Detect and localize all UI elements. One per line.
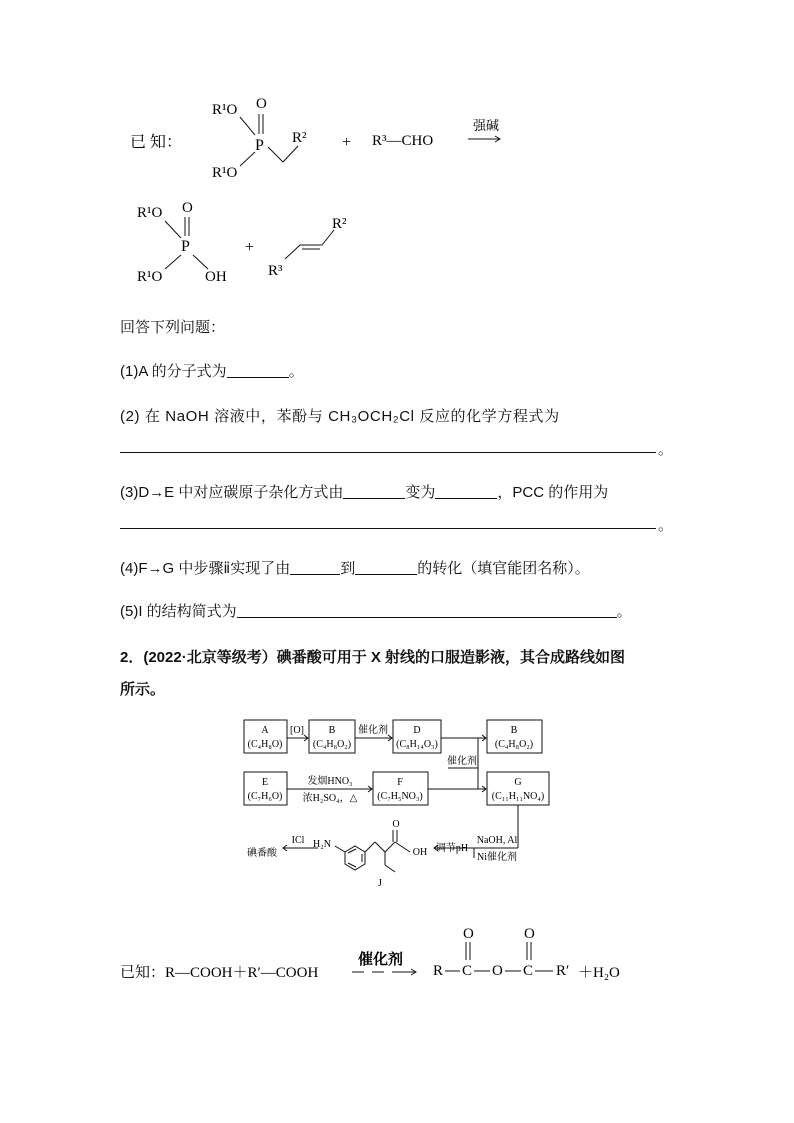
svg-text:O: O — [392, 819, 400, 830]
structure-J — [313, 819, 427, 889]
p-ch2-bond — [268, 147, 283, 162]
aldehyde: R³—CHO — [372, 133, 434, 149]
svg-text:[O]: [O] — [290, 725, 304, 736]
prod-r2: R² — [332, 216, 347, 232]
svg-text:NaOH, Al: NaOH, Al — [476, 835, 518, 846]
question-5: (5)I 的结构简式为 。 — [120, 603, 632, 620]
svg-text:碘番酸: 碘番酸 — [247, 848, 277, 859]
known-reaction-1 — [0, 0, 794, 300]
svg-text:ICl: ICl — [291, 835, 305, 846]
svg-text:E: E — [261, 777, 269, 788]
prod-r3: R³ — [268, 263, 283, 279]
svg-text:(C₁₁H₁₁NO₄): (C₁₁H₁₁NO₄) — [491, 791, 545, 802]
svg-text:已知：R—COOH＋R′—COOH: 已知：R—COOH＋R′—COOH — [120, 965, 319, 981]
svg-text:O: O — [463, 926, 474, 942]
q3-blank-2[interactable] — [435, 484, 497, 499]
svg-text:D: D — [413, 725, 421, 736]
svg-text:(C₈H₁₄O₃): (C₈H₁₄O₃) — [396, 739, 438, 750]
questions-intro: 回答下列问题： — [120, 319, 226, 336]
q4-blank-2[interactable] — [355, 560, 417, 575]
question-3: (3)D→E 中对应碳原子杂化方式由 变为 ，PCC 的作用为 — [120, 484, 609, 501]
problem-2-line-1: 2．(2022·北京等级考）碘番酸可用于 X 射线的口服造影液，其合成路线如图 — [120, 649, 626, 666]
svg-text:B: B — [328, 725, 336, 736]
known-reaction-2 — [0, 920, 794, 1000]
q2-answer-line[interactable] — [120, 452, 656, 453]
svg-text:(C₇H₆O): (C₇H₆O) — [247, 791, 283, 802]
prod-r1o-top: R¹O — [137, 205, 163, 221]
svg-text:催化剂: 催化剂 — [358, 725, 388, 736]
prod-phosphorus: P — [181, 238, 190, 255]
q1-answer-blank[interactable] — [227, 363, 289, 378]
plus-2: + — [245, 239, 255, 256]
svg-text:C: C — [523, 963, 534, 979]
svg-text:C: C — [462, 963, 473, 979]
svg-text:浓H₂SO₄，△: 浓H₂SO₄，△ — [302, 793, 358, 804]
prod-oh: OH — [205, 269, 227, 285]
o-p-bond-bottom — [240, 152, 255, 166]
prod-oxygen: O — [182, 200, 193, 216]
svg-text:R: R — [433, 963, 444, 979]
svg-text:F: F — [397, 777, 403, 788]
svg-text:J: J — [378, 878, 382, 889]
svg-text:O: O — [524, 926, 535, 942]
question-2: (2) 在 NaOH 溶液中，苯酚与 CH₃OCH₂Cl 反应的化学方程式为 — [120, 408, 560, 425]
r2-label: R² — [292, 130, 307, 146]
plus-1: + — [342, 134, 352, 151]
svg-text:(C₄H₈O): (C₄H₈O) — [247, 739, 283, 750]
svg-text:(C₄H₈O₂): (C₄H₈O₂) — [312, 739, 352, 750]
svg-text:Ni催化剂: Ni催化剂 — [477, 852, 517, 863]
svg-text:G: G — [514, 777, 522, 788]
ch2-r2-bond — [283, 146, 298, 162]
phosphorus: P — [255, 137, 264, 154]
synthesis-scheme — [0, 710, 794, 890]
q1-text: (1)A 的分子式为 — [120, 363, 227, 380]
q3-answer-line[interactable] — [120, 528, 656, 529]
q5-answer-blank[interactable] — [237, 603, 617, 618]
r1o-bottom: R¹O — [212, 165, 238, 181]
svg-text:(C₇H₅NO₃): (C₇H₅NO₃) — [377, 791, 423, 802]
svg-text:调节pH: 调节pH — [435, 843, 469, 854]
question-1: (1)A 的分子式为 。 — [120, 363, 304, 380]
svg-text:发烟HNO₃: 发烟HNO₃ — [307, 776, 353, 787]
svg-text:O: O — [492, 963, 503, 979]
known-label: 已 知： — [130, 134, 183, 151]
arrow-label-strong-base: 强碱 — [473, 118, 500, 133]
prod-r1o-bottom: R¹O — [137, 269, 163, 285]
q3-blank-1[interactable] — [343, 484, 405, 499]
svg-text:催化剂: 催化剂 — [358, 952, 404, 968]
svg-text:＋H₂O: ＋H₂O — [578, 965, 620, 981]
svg-text:催化剂: 催化剂 — [447, 756, 477, 767]
oxygen-double: O — [256, 96, 267, 112]
svg-text:(C₄H₈O₂): (C₄H₈O₂) — [494, 739, 534, 750]
o-p-bond-top — [240, 117, 255, 135]
svg-text:B: B — [510, 725, 518, 736]
svg-text:R′: R′ — [556, 963, 570, 979]
svg-text:OH: OH — [412, 847, 428, 858]
question-4: (4)F→G 中步骤ⅱ实现了由 到 的转化（填官能团名称）。 — [120, 560, 590, 577]
q4-blank-1[interactable] — [290, 560, 340, 575]
svg-text:H₂N: H₂N — [313, 839, 331, 850]
problem-2-line-2: 所示。 — [120, 681, 166, 698]
svg-text:A: A — [261, 725, 269, 736]
r1o-top: R¹O — [212, 102, 238, 118]
